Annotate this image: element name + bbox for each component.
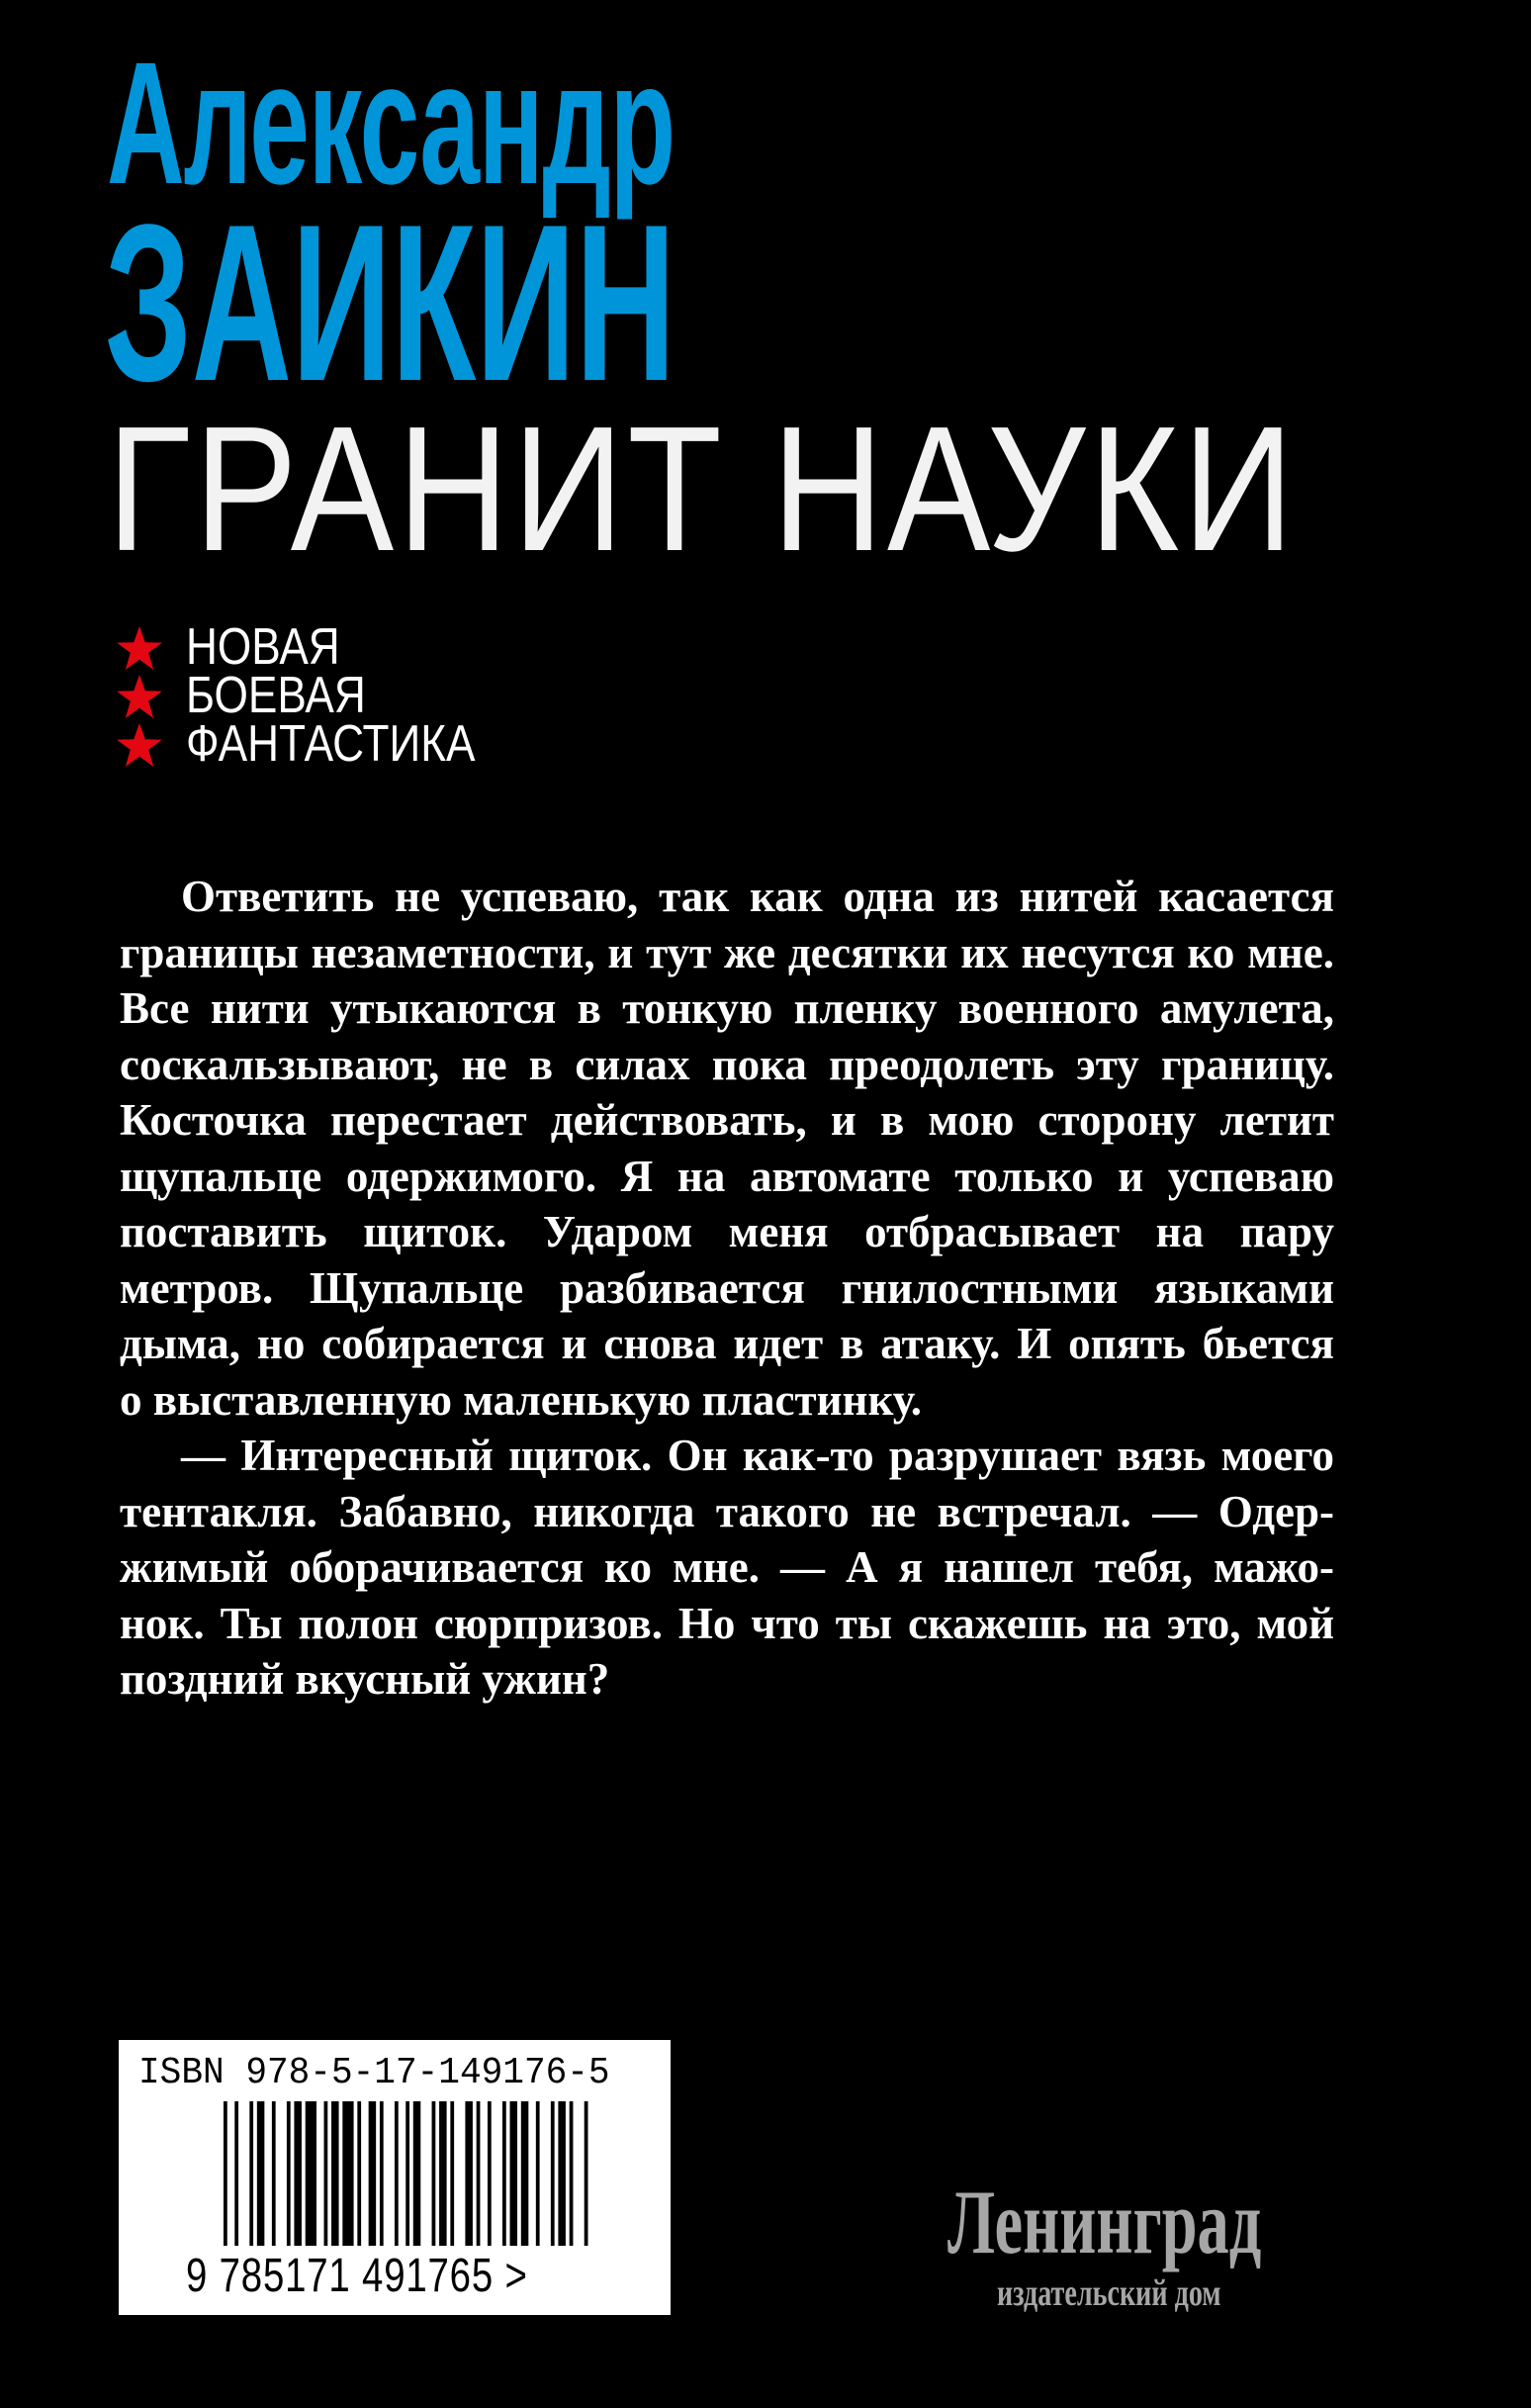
barcode-bar <box>585 2101 588 2246</box>
barcode-bar <box>405 2101 409 2246</box>
barcode-bar <box>536 2101 540 2246</box>
barcode-bar <box>477 2101 481 2246</box>
blurb-text <box>120 869 1334 1708</box>
barcode-bar <box>331 2101 339 2246</box>
blurb-line: поздний вкусный ужин? <box>120 1654 610 1704</box>
blurb-line: жимый оборачивается ко мне. — А я нашел тебя, мажо- <box>120 1542 1334 1592</box>
star-icon <box>117 723 162 767</box>
barcode-bar <box>294 2101 302 2246</box>
series-list <box>117 618 526 773</box>
barcode-bar <box>521 2101 529 2246</box>
author-last-name: ЗАИКИН <box>105 177 676 427</box>
blurb-line: границы незаметности, и тут же десятки их несутся ко мне. <box>120 927 1334 977</box>
barcode-bar <box>570 2101 574 2246</box>
barcode-bar <box>432 2101 436 2246</box>
author-first-name: Александр <box>107 27 675 221</box>
series-label: БОЕВАЯ <box>186 667 366 724</box>
barcode-bar <box>234 2101 238 2246</box>
publisher-name: Ленинград <box>947 2172 1262 2272</box>
series-label: ФАНТАСТИКА <box>186 715 476 773</box>
blurb-line: Все нити утыкаются в тонкую пленку военного амулета, <box>120 983 1334 1033</box>
blurb-line: щупальце одержимого. Я на автомате только и успеваю <box>120 1151 1334 1201</box>
barcode-bar <box>287 2101 291 2246</box>
blurb-line: — Интересный щиток. Он как-то разрушает вязь моего <box>181 1431 1334 1480</box>
barcode-bar <box>450 2101 454 2246</box>
barcode-bar <box>369 2101 377 2246</box>
blurb-line: тентакля. Забавно, никогда такого не встречал. — Одер- <box>120 1486 1334 1536</box>
blurb-line: Косточка перестает действовать, и в мою сторону летит <box>120 1095 1334 1145</box>
barcode-bar <box>439 2101 447 2246</box>
blurb-line: поставить щиток. Ударом меня отбрасывает на пару <box>120 1207 1334 1256</box>
blurb-line: о выставленную маленькую пластинку. <box>120 1374 922 1425</box>
isbn-barcode <box>119 2040 671 2315</box>
barcode-bar <box>558 2101 566 2246</box>
series-item <box>117 715 526 773</box>
publisher-subtitle: издательский дом <box>997 2272 1221 2314</box>
barcode-bar <box>488 2101 492 2246</box>
barcode-bar <box>510 2101 518 2246</box>
blurb-line: дыма, но собирается и снова идет в атаку. И опять бьется <box>120 1319 1334 1368</box>
barcode-bar <box>502 2101 506 2246</box>
barcode-bar <box>395 2101 399 2246</box>
series-label: НОВАЯ <box>186 618 340 676</box>
barcode-bar <box>413 2101 421 2246</box>
barcode-bar <box>224 2101 227 2246</box>
barcode-bar <box>249 2101 253 2246</box>
book-title: ГРАНИТ НАУКИ <box>107 390 1298 589</box>
barcode-bar <box>342 2101 353 2246</box>
barcode-bar <box>380 2101 384 2246</box>
series-item <box>117 618 526 676</box>
blurb-line: метров. Щупальце разбивается гнилостными языками <box>120 1262 1334 1313</box>
barcode-bar <box>357 2101 361 2246</box>
barcode-bar <box>324 2101 328 2246</box>
blurb-line: соскальзывают, не в силах пока преодолеть эту границу. <box>120 1039 1334 1089</box>
barcode-bar <box>257 2101 265 2246</box>
star-icon <box>117 626 162 670</box>
barcode-bars <box>224 2101 595 2246</box>
publisher-logo <box>947 2172 1396 2314</box>
star-icon <box>117 675 162 718</box>
isbn-label: ISBN 978-5-17-149176-5 <box>138 2052 610 2094</box>
barcode-bar <box>551 2101 555 2246</box>
barcode-bar <box>306 2101 316 2246</box>
blurb-line: Ответить не успеваю, так как одна из нитей касается <box>181 872 1334 921</box>
barcode-bar <box>272 2101 276 2246</box>
ean-digits: 9 785171 491765 > <box>186 2250 528 2302</box>
blurb-line: нок. Ты полон сюрпризов. Но что ты скажешь на это, мой <box>120 1598 1334 1648</box>
barcode-bar <box>465 2101 473 2246</box>
series-item <box>117 667 526 724</box>
